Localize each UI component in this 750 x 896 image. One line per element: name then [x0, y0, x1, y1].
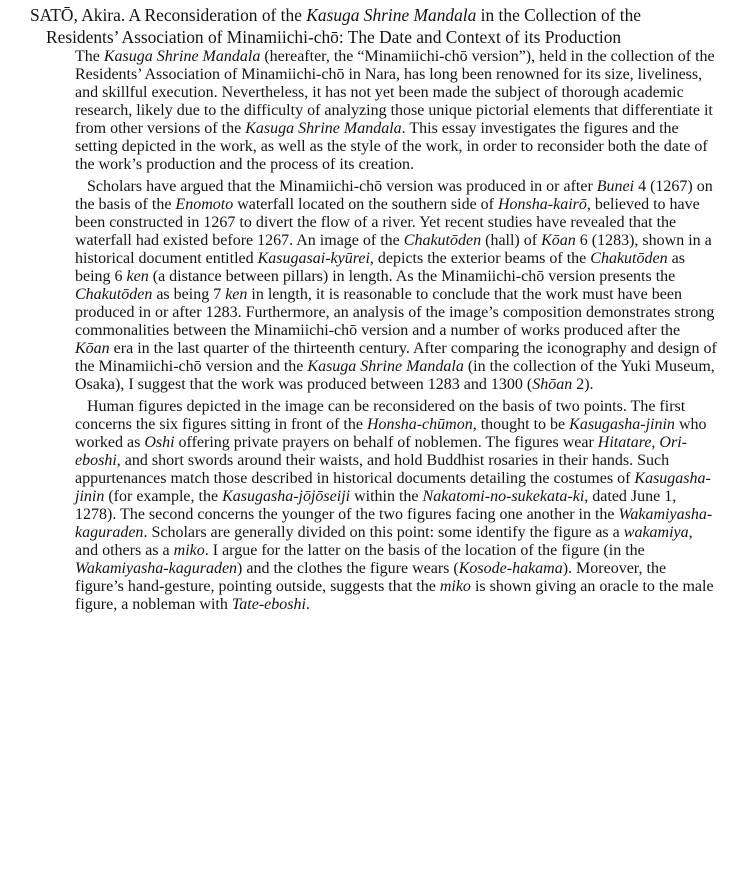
italic-term: Honsha-chūmon	[366, 416, 473, 433]
italic-term: Kōan	[75, 340, 110, 357]
italic-term: wakamiya	[623, 524, 689, 541]
italic-term: Oshi	[144, 434, 175, 451]
citation-line-2: Residents’ Association of Minamiichi-chō: The Date and Context of its Production	[46, 27, 622, 47]
abstract-body	[75, 48, 718, 614]
italic-term: Kasugasai-kyūrei	[257, 250, 370, 267]
italic-term: Kasuga Shrine Mandala	[103, 48, 261, 65]
italic-term: Kōan	[541, 232, 576, 249]
work-title-italic: Kasuga Shrine Mandala	[306, 5, 477, 25]
italic-term: Chakutōden	[403, 232, 482, 249]
italic-term: Kasugasha-jinin	[75, 470, 711, 505]
italic-term: Honsha-kairō	[498, 196, 587, 213]
italic-term: Hitatare, Ori-eboshi	[75, 434, 687, 469]
italic-term: Kosode-hakama	[458, 560, 563, 577]
citation-line-1: SATŌ, Akira. A Reconsideration of the Kasuga Shrine Mandala in the Collection of the	[30, 5, 642, 25]
italic-term: Tate-eboshi	[231, 596, 306, 613]
italic-term: Shōan	[532, 376, 573, 393]
abstract-paragraph-2: Scholars have argued that the Minamiichi-chō version was produced in or after Bunei 4 (1267) on the basis of the Enomoto waterfall located on the southern side of Honsha-kairō, believed to have been constructed in 1267 to divert the flow of a river. Yet recent studies have revealed that the waterfall had existed before 1267. An image of the Chakutōden (hall) of Kōan 6 (1283), shown in a historical document entitled Kasugasai-kyūrei, depicts the exterior beams of the Chakutōden as being 6 ken (a distance between pillars) in length. As the Minamiichi-chō version presents the Chakutōden as being 7 ken in length, it is reasonable to conclude that the work must have been produced in or after 1283. Furthermore, an analysis of the image’s composition demonstrates strong commonalities between the Minamiichi-chō version and a number of works produced after the Kōan era in the last quarter of the thirteenth century. After comparing the iconography and design of the Minamiichi-chō version and the Kasuga Shrine Mandala (in the collection of the Yuki Museum, Osaka), I suggest that the work was produced between 1283 and 1300 (Shōan 2).	[75, 178, 717, 393]
italic-term: Kasugasha-jōjōseiji	[222, 488, 351, 505]
italic-term: Chakutōden	[590, 250, 668, 267]
italic-term: Kasuga Shrine Mandala	[307, 358, 464, 375]
italic-term: Bunei	[596, 178, 635, 195]
italic-term: Chakutōden	[75, 286, 153, 303]
abstract-paragraph-1: The Kasuga Shrine Mandala (hereafter, the “Minamiichi-chō version”), held in the collection of the Residents’ Association of Minamiichi-chō in Nara, has long been renowned for its size, liveliness, and skillful execution. Nevertheless, it has not yet been made the subject of thorough academic research, likely due to the difficulty of analyzing those unique pictorial elements that differentiate it from other versions of the Kasuga Shrine Mandala. This essay investigates the figures and the setting depicted in the work, as well as the style of the work, in order to reconsider both the date of the work’s production and the process of its creation.	[75, 48, 715, 173]
italic-term: ken	[225, 286, 248, 303]
italic-term: ken	[126, 268, 149, 285]
italic-term: Kasuga Shrine Mandala	[245, 120, 402, 137]
italic-term: Wakamiyasha-kaguraden	[75, 506, 713, 541]
italic-term: Wakamiyasha-kaguraden	[75, 560, 238, 577]
article-citation-heading	[30, 4, 730, 48]
italic-term: miko	[173, 542, 205, 559]
italic-term: miko	[439, 578, 471, 595]
italic-term: Nakatomi-no-sukekata-ki	[422, 488, 585, 505]
italic-term: Enomoto	[175, 196, 234, 213]
abstract-paragraph-3: Human figures depicted in the image can be reconsidered on the basis of two points. The first concerns the six figures sitting in front of the Honsha-chūmon, thought to be Kasugasha-jinin who worked as Oshi offering private prayers on behalf of noblemen. The figures wear Hitatare, Ori-eboshi, and short swords around their waists, and hold Buddhist rosaries in their hands. Such appurtenances match those described in historical documents detailing the costumes of Kasugasha-jinin (for example, the Kasugasha-jōjōseiji within the Nakatomi-no-sukekata-ki, dated June 1, 1278). The second concerns the younger of the two figures facing one another in the Wakamiyasha-kaguraden. Scholars are generally divided on this point: some identify the figure as a wakamiya, and others as a miko. I argue for the latter on the basis of the location of the figure (in the Wakamiyasha-kaguraden) and the clothes the figure wears (Kosode-hakama). Moreover, the figure’s hand-gesture, pointing outside, suggests that the miko is shown giving an oracle to the male figure, a nobleman with Tate-eboshi.	[75, 398, 714, 613]
italic-term: Kasugasha-jinin	[569, 416, 675, 433]
